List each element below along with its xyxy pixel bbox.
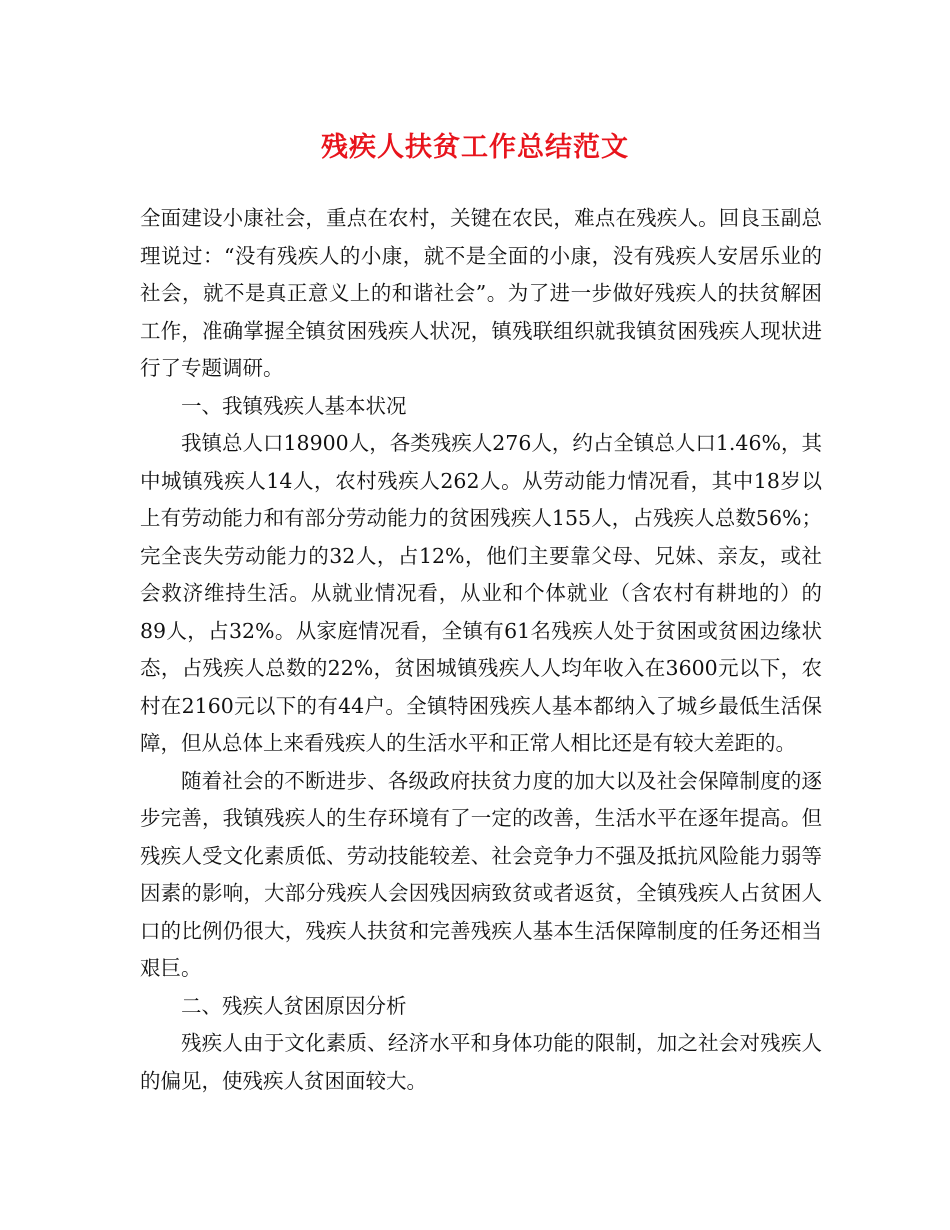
section-heading-1: 一、我镇残疾人基本状况 [181,393,407,418]
progress-paragraph: 随着社会的不断进步、各级政府扶贫力度的加大以及社会保障制度的逐步完善，我镇残疾人的生存环境有了一定的改善，生活水平在逐年提高。但残疾人受文化素质低、劳动技能较差、社会竞争力不强及抵抗风险能力弱等因素的影响，大部分残疾人会因残因病致贫或者返贫，全镇残疾人占贫困人口的比例仍很大，残疾人扶贫和完善残疾人基本生活保障制度的任务还相当艰巨。 [140,768,822,980]
section-heading-2: 二、残疾人贫困原因分析 [181,993,407,1018]
statistics-paragraph: 我镇总人口18900人，各类残疾人276人，约占全镇总人口1.46%，其中城镇残疾人14人，农村残疾人262人。从劳动能力情况看，其中18岁以上有劳动能力和有部分劳动能力的贫困残疾人155人，占残疾人总数56%；完全丧失劳动能力的32人，占12%，他们主要靠父母、兄妹、亲友，或社会救济维持生活。从就业情况看，从业和个体就业（含农村有耕地的）的89人，占32%。从家庭情况看，全镇有61名残疾人处于贫困或贫困边缘状态，占残疾人总数的22%，贫困城镇残疾人人均年收入在3600元以下，农村在2160元以下的有44户。全镇特困残疾人基本都纳入了城乡最低生活保障，但从总体上来看残疾人的生活水平和正常人相比还是有较大差距的。 [140,431,822,755]
document-title: 残疾人扶贫工作总结范文 [321,132,629,163]
cause-paragraph: 残疾人由于文化素质、经济水平和身体功能的限制，加之社会对残疾人的偏见，使残疾人贫困面较大。 [140,1031,822,1093]
intro-paragraph: 全面建设小康社会，重点在农村，关键在农民，难点在残疾人。回良玉副总理说过：“没有残疾人的小康，就不是全面的小康，没有残疾人安居乐业的社会，就不是真正意义上的和谐社会”。为了进一步做好残疾人的扶贫解困工作，准确掌握全镇贫困残疾人状况，镇残联组织就我镇贫困残疾人现状进行了专题调研。 [140,206,822,380]
document-body [140,200,822,1100]
